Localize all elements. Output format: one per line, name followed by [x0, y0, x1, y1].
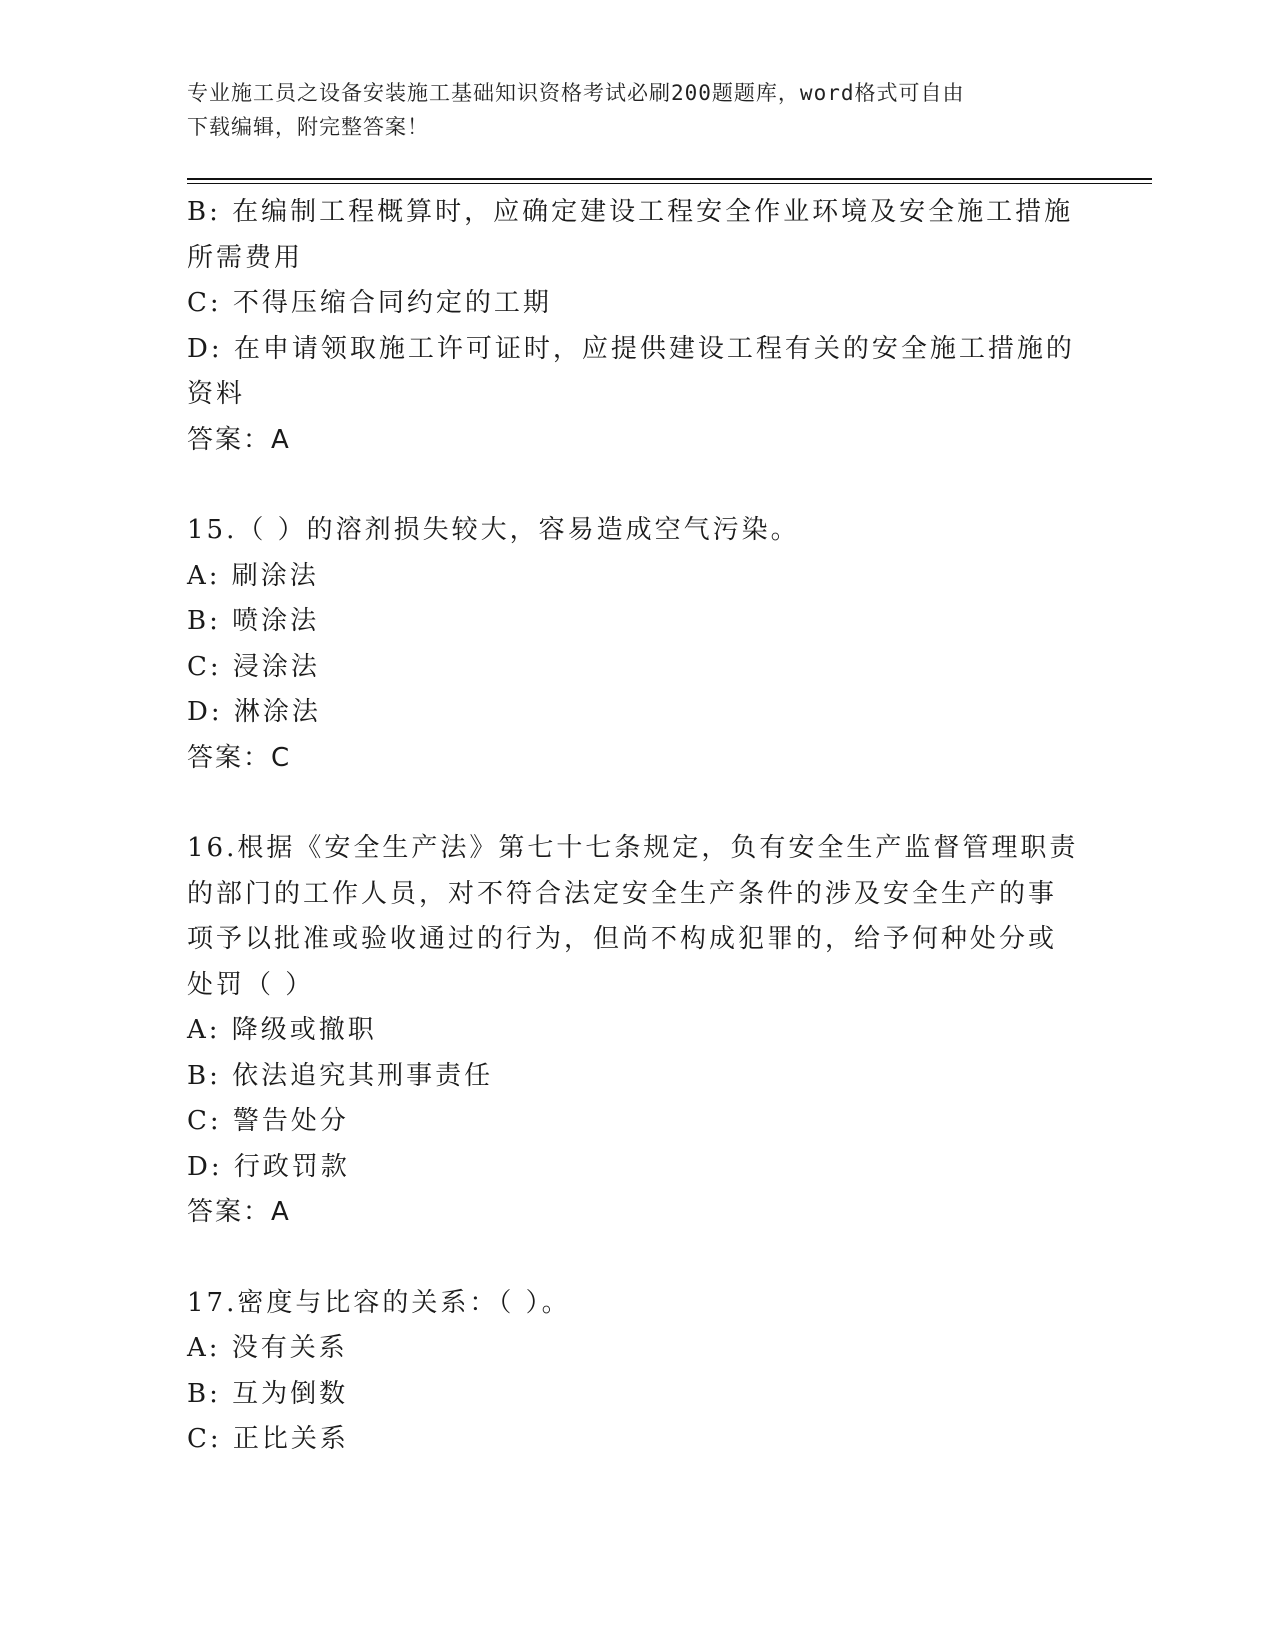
question-15	[187, 508, 1087, 781]
option-a: A: 没有关系	[187, 1333, 348, 1363]
question-content	[187, 190, 1087, 1463]
option-c: C: 不得压缩合同约定的工期	[187, 288, 552, 318]
option-c: C: 浸涂法	[187, 651, 320, 682]
question-16	[187, 826, 1087, 1236]
option-d: D: 淋涂法	[187, 697, 321, 727]
option-d: D: 行政罚款	[187, 1151, 350, 1182]
option-b-line-1: B: 在编制工程概算时，应确定建设工程安全作业环境及安全施工措施	[187, 197, 1074, 227]
header-line-2: 下载编辑，附完整答案！	[187, 115, 429, 139]
question-stem-line-1: 16.根据《安全生产法》第七十七条规定，负有安全生产监督管理职责	[187, 833, 1079, 863]
question-stem-line-3: 项予以批准或验收通过的行为，但尚不构成犯罪的，给予何种处分或	[187, 924, 1058, 954]
option-a: A: 刷涂法	[187, 560, 319, 591]
question-stem: 17.密度与比容的关系：（ ）。	[187, 1287, 571, 1318]
question-stem-line-2: 的部门的工作人员，对不符合法定安全生产条件的涉及安全生产的事	[187, 878, 1058, 909]
document-header	[187, 76, 1067, 144]
question-14-continued	[187, 190, 1087, 463]
option-d-line-2: 资料	[187, 379, 246, 409]
answer: 答案：A	[187, 424, 291, 455]
answer: 答案：A	[187, 1197, 291, 1227]
option-c: C: 正比关系	[187, 1424, 349, 1454]
header-line-1: 专业施工员之设备安装施工基础知识资格考试必刷200题题库，word格式可自由	[187, 81, 965, 105]
question-stem-line-4: 处罚（ ）	[187, 969, 315, 1000]
header-divider-thin	[187, 183, 1152, 184]
answer: 答案：C	[187, 742, 292, 773]
option-b: B: 互为倒数	[187, 1378, 349, 1409]
question-stem: 15.（ ）的溶剂损失较大，容易造成空气污染。	[187, 515, 800, 545]
option-b-line-2: 所需费用	[187, 242, 304, 273]
spacer	[187, 781, 1087, 826]
option-c: C: 警告处分	[187, 1106, 349, 1136]
option-b: B: 依法追究其刑事责任	[187, 1060, 494, 1091]
option-b: B: 喷涂法	[187, 606, 320, 636]
question-17	[187, 1281, 1087, 1463]
option-d-line-1: D: 在申请领取施工许可证时，应提供建设工程有关的安全施工措施的	[187, 333, 1075, 364]
spacer	[187, 1236, 1087, 1281]
header-divider-thick	[187, 178, 1152, 180]
spacer	[187, 463, 1087, 508]
option-a: A: 降级或撤职	[187, 1015, 377, 1045]
